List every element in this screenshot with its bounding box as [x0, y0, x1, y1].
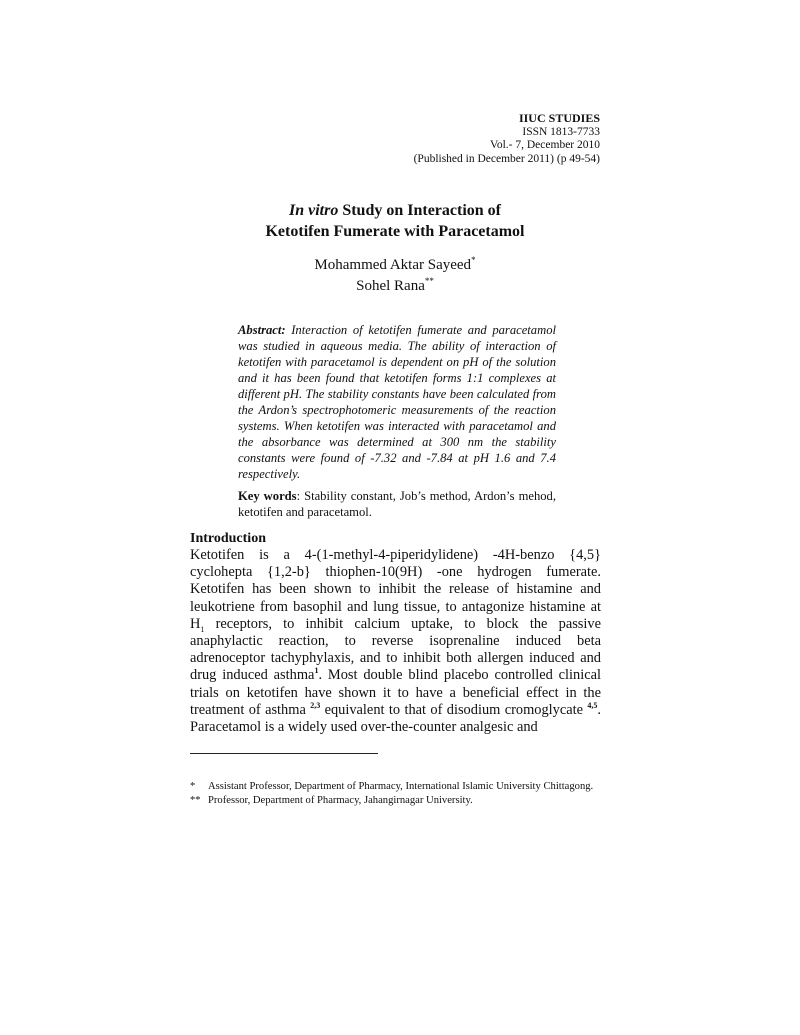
footnote-divider: [190, 753, 378, 754]
footnote-text: Assistant Professor, Department of Pharmacy, International Islamic University Chittagong.: [208, 781, 594, 792]
journal-issn: ISSN 1813-7733: [522, 125, 600, 138]
footnote-mark: *: [190, 781, 196, 792]
footnote: [190, 794, 620, 808]
title-line-2: Ketotifen Fumerate with Paracetamol: [265, 223, 525, 240]
journal-header: [414, 112, 600, 166]
intro-text: receptors, to inhibit calcium uptake, to block the passive anaphylactic reaction, to reverse isoprenaline induced beta adrenoceptor tachyphylaxis, and to inhibit both allergen induced and drug induced asthma: [190, 615, 601, 684]
author-name: Sohel Rana: [356, 278, 425, 294]
intro-text: equivalent to that of disodium cromoglycate: [320, 701, 588, 718]
author-name: Mohammed Aktar Sayeed: [314, 257, 472, 273]
keywords-text: : Stability constant, Job’s method, Ardon’s mehod, ketotifen and paracetamol.: [238, 489, 556, 519]
author-list: [190, 255, 600, 297]
citation-ref: 4,5: [587, 701, 598, 711]
title-italic: In vitro: [288, 202, 339, 219]
abstract: [238, 322, 556, 482]
author-1: [190, 255, 600, 276]
author-mark: *: [471, 255, 476, 265]
paper-title: [190, 200, 600, 242]
citation-ref: 2,3: [310, 701, 321, 711]
introduction-paragraph: [190, 547, 601, 736]
author-2: [190, 276, 600, 297]
footnote-text: Professor, Department of Pharmacy, Jahangirnagar University.: [208, 794, 473, 806]
keywords-label: Key words: [238, 489, 297, 503]
journal-published: (Published in December 2011) (p 49-54): [413, 152, 600, 165]
intro-text: . Most double blind placebo controlled clinical trials on ketotifen have shown it to have a beneficial effect in the treatment of asthma: [190, 667, 602, 718]
subscript: 1: [200, 624, 205, 634]
journal-name: IIUC STUDIES: [518, 111, 600, 125]
footnotes: [190, 780, 620, 807]
citation-ref: 1: [314, 666, 319, 676]
journal-volume: Vol.- 7, December 2010: [490, 139, 600, 151]
footnote: [190, 780, 620, 794]
section-heading-introduction: Introduction: [190, 531, 266, 546]
title-line-1-rest: Study on Interaction of: [338, 202, 502, 219]
abstract-label: Abstract:: [238, 323, 286, 337]
intro-text: . Paracetamol is a widely used over-the-counter analgesic and: [190, 701, 601, 736]
footnote-mark: **: [190, 794, 201, 806]
title-line-1: [190, 200, 600, 221]
keywords: [238, 488, 556, 520]
author-mark: **: [424, 276, 434, 286]
intro-text: Ketotifen is a 4-(1-methyl-4-piperidylidene) -4H-benzo {4,5} cyclohepta {1,2-b} thiophen-10(9H) -one hydrogen fumerate. Ketotifen has been shown to inhibit the release of histamine and leukotriene from basophil and lung tissue, to antagonize histamine at H: [190, 547, 601, 632]
abstract-text: Interaction of ketotifen fumerate and paracetamol was studied in aqueous media. The ability of interaction of ketotifen with paracetamol is dependent on pH of the solution and it has been found that ketotifen forms 1:1 complexes at different pH. The stability constants have been calculated from the Ardon’s spectrophotomeric measurements of the reaction systems. When ketotifen was interacted with paracetamol and the absorbance was determined at 300 nm the stability constants were found of -7.32 and -7.84 at pH 1.6 and 7.4 respectively.: [238, 323, 556, 481]
